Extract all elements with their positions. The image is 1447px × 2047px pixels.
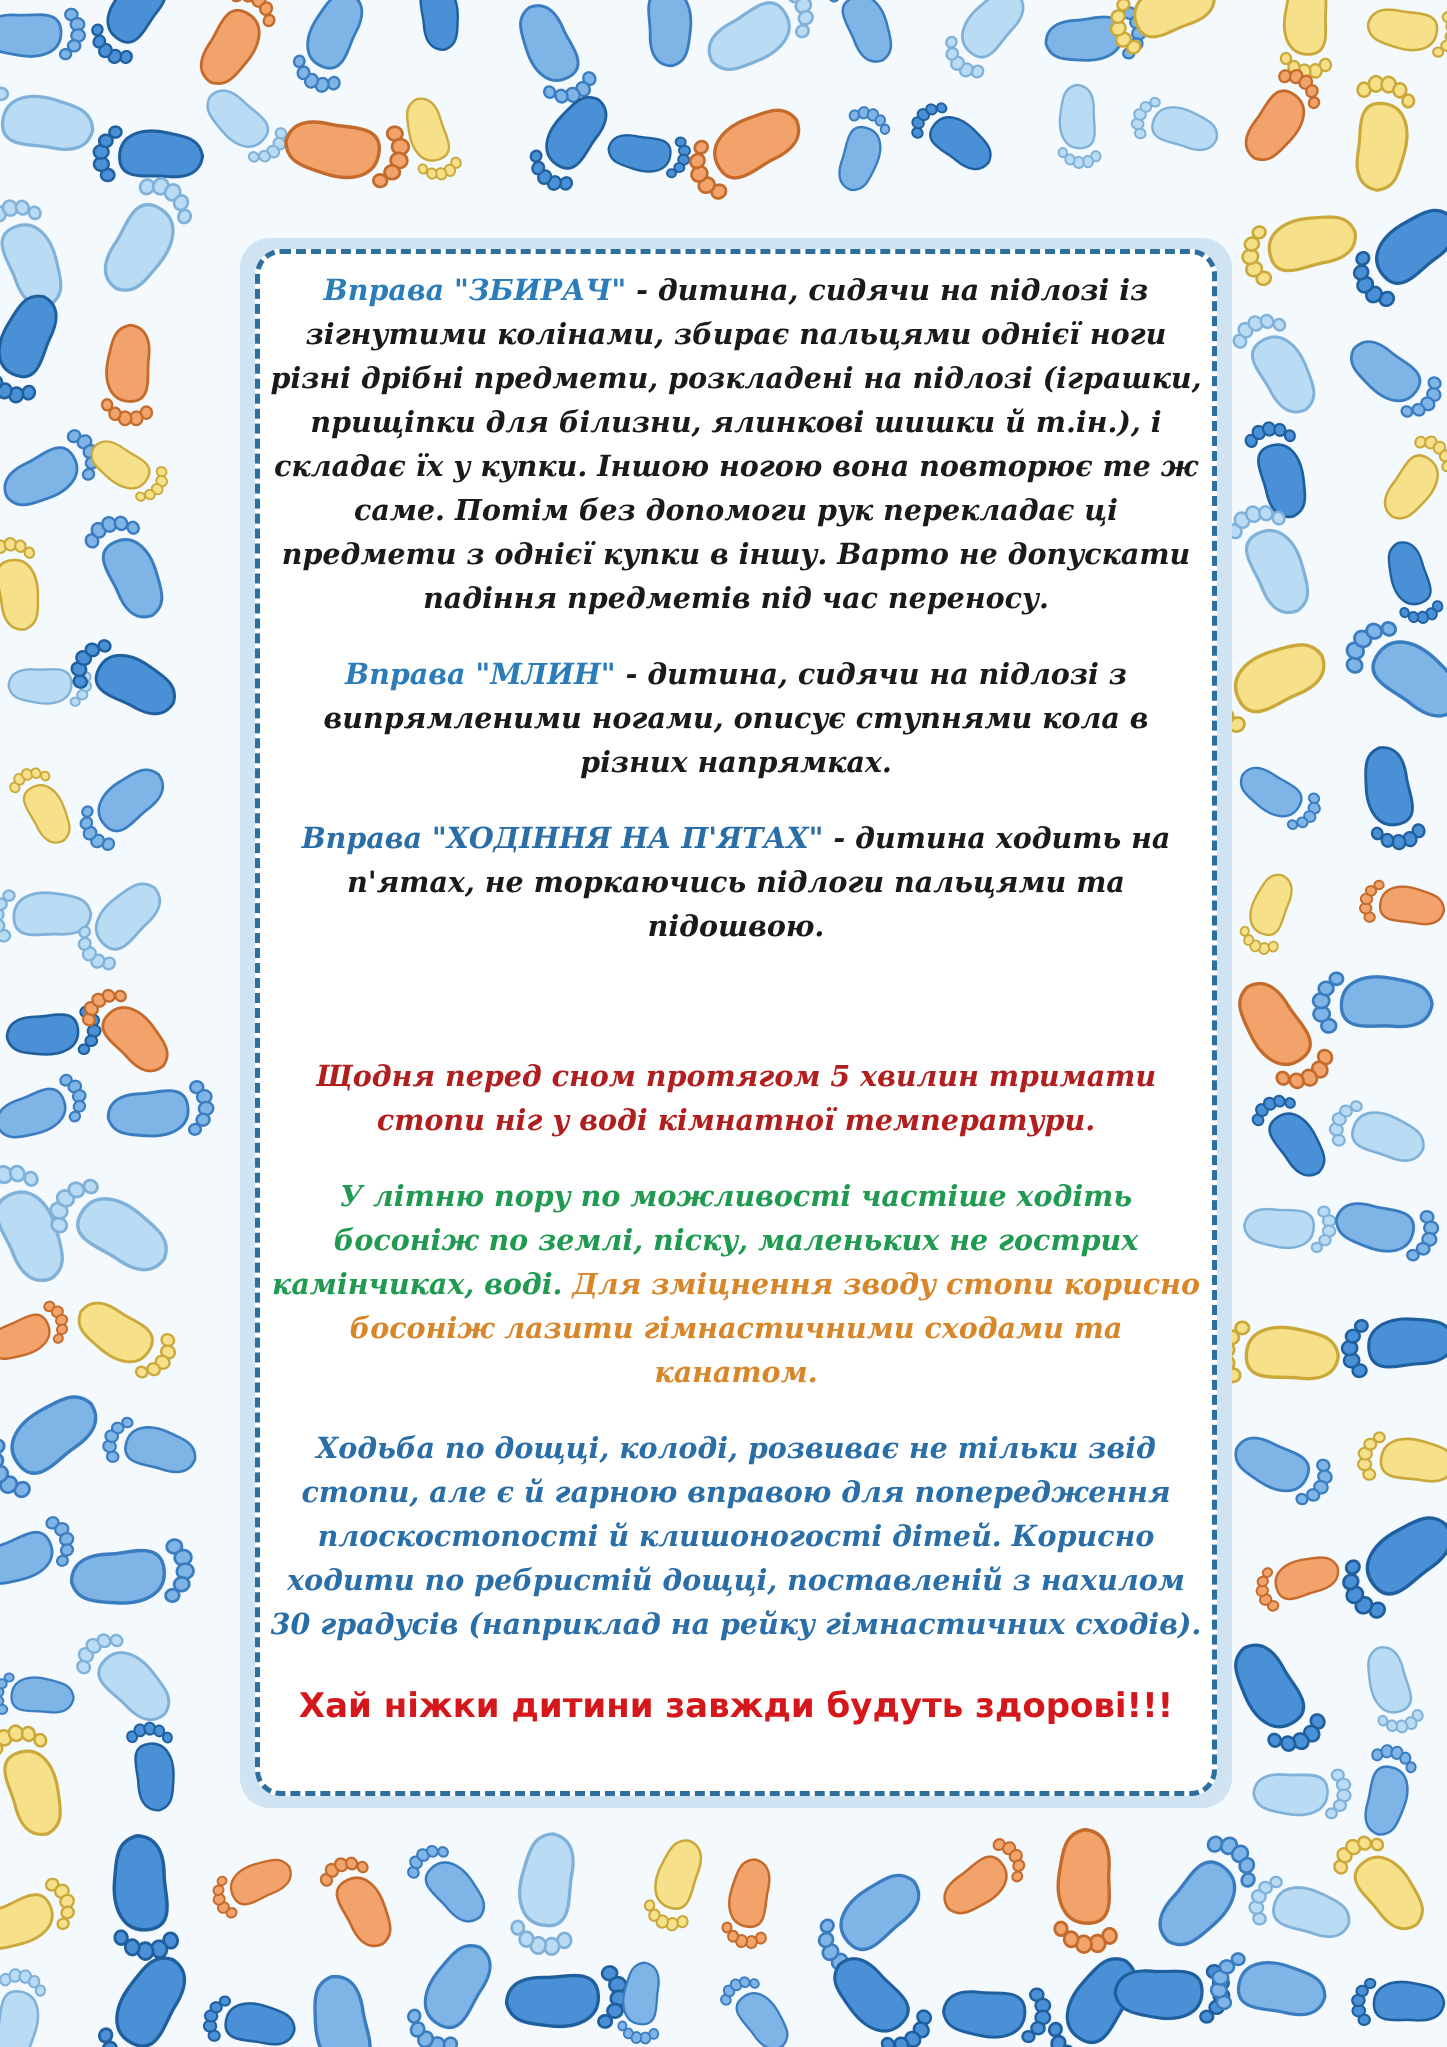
- footprint-icon: [640, 0, 700, 68]
- footprint-icon: [1341, 192, 1447, 314]
- footprint-icon: [698, 0, 825, 88]
- footprint-icon: [1330, 1498, 1447, 1625]
- footprint-icon: [617, 1961, 661, 2044]
- footprint-icon: [1312, 969, 1433, 1032]
- footprint-icon: [0, 1968, 47, 2047]
- footprint-icon: [1376, 536, 1446, 630]
- footprint-icon: [1338, 331, 1447, 426]
- footprint-icon: [1278, 0, 1331, 79]
- footprint-icon: [1235, 200, 1362, 289]
- footprint-icon: [402, 1836, 498, 1931]
- footprint-icon: [1376, 430, 1447, 530]
- footprint-icon: [70, 755, 173, 857]
- footprint-icon: [82, 433, 173, 508]
- footprint-icon: [943, 1989, 1050, 2042]
- footprint-icon: [100, 1414, 200, 1478]
- footprint-icon: [1246, 1872, 1355, 1944]
- footprint-icon: [0, 1071, 94, 1153]
- footprint-icon: [0, 1298, 75, 1373]
- footprint-icon: [42, 1169, 181, 1282]
- footprint-icon: [824, 0, 906, 69]
- footprint-icon: [510, 1831, 578, 1955]
- footprint-icon: [0, 1874, 84, 1965]
- footprint-icon: [1228, 304, 1332, 422]
- footprint-icon: [101, 1832, 179, 1963]
- footprint-icon: [125, 1719, 184, 1813]
- footprint-icon: [399, 1932, 502, 2047]
- footprint-icon: [0, 286, 66, 407]
- footprint-icon: [1351, 1976, 1444, 2025]
- footprint-icon: [0, 1513, 82, 1600]
- footprint-icon: [1253, 1769, 1351, 1821]
- footprint-icon: [287, 0, 371, 97]
- exercise-heel-walk: [270, 816, 1202, 948]
- footprint-icon: [1101, 0, 1223, 58]
- footprint-icon: [83, 0, 177, 70]
- exercise-heel-walk-text: - дитина ходить на п'ятах, не торкаючись підлоги пальцями та підошвою.: [347, 821, 1171, 943]
- footprint-icon: [935, 1833, 1034, 1928]
- tip-arch: Для зміцнення зводу стопи корисно босоніж лазити гімнастичними сходами та канатом.: [349, 1267, 1200, 1389]
- tip-evening: Щодня перед сном протягом 5 хвилин тримати стопи ніг у воді кімнатної температури.: [315, 1059, 1157, 1137]
- footprint-icon: [1247, 1086, 1339, 1185]
- footprint-icon: [1332, 1197, 1441, 1263]
- footprint-icon: [80, 506, 179, 626]
- footprint-icon: [1226, 1429, 1336, 1511]
- footprint-icon: [1216, 1634, 1331, 1763]
- footprint-icon: [1357, 1431, 1447, 1485]
- exercise-mill-label: Вправа "МЛИН": [345, 657, 616, 691]
- footprint-icon: [1250, 1544, 1344, 1614]
- footprint-icon: [935, 0, 1033, 85]
- footprint-icon: [678, 91, 810, 206]
- footprint-icon: [1360, 1743, 1418, 1839]
- footprint-icon: [105, 1079, 217, 1147]
- footprint-icon: [298, 1970, 388, 2047]
- footprint-icon: [640, 1834, 708, 1934]
- footprint-icon: [0, 8, 86, 63]
- footprint-icon: [1338, 610, 1447, 729]
- footprint-icon: [1218, 1322, 1338, 1382]
- footprint-icon: [70, 1623, 185, 1731]
- footprint-icon: [504, 1965, 630, 2038]
- tip-beam: Ходьба по дощці, колоді, розвиває не тільки звід стопи, але є й гарною вправою для попередження плоскостопості й клишоногості дітей. Корисно ходити по ребристій дощці, поставленій з нахилом 30 градусів (наприклад на рейку гімнастичних сходів).: [270, 1431, 1202, 1641]
- footprint-icon: [0, 1154, 82, 1291]
- footprint-icon: [68, 1537, 198, 1616]
- footprint-icon: [0, 1717, 78, 1843]
- footprint-icon: [1236, 868, 1298, 957]
- footprint-icon: [1351, 742, 1427, 855]
- footprint-icon: [1244, 1207, 1335, 1252]
- tip-summer-group: [270, 1174, 1202, 1394]
- footprint-icon: [1147, 1828, 1267, 1962]
- footprint-icon: [1050, 1828, 1118, 1954]
- footprint-icon: [1355, 1641, 1426, 1739]
- footprint-icon: [1338, 1306, 1447, 1379]
- footprint-icon: [316, 1848, 406, 1955]
- footprint-icon: [1366, 5, 1447, 58]
- footprint-icon: [833, 104, 893, 195]
- footprint-icon: [1236, 63, 1329, 172]
- footprint-icon: [716, 1968, 801, 2047]
- footprint-icon: [1223, 495, 1327, 622]
- footprint-icon: [906, 95, 1002, 178]
- footprint-icon: [1129, 94, 1223, 157]
- footprint-icon: [93, 125, 203, 181]
- footprint-icon: [94, 171, 201, 304]
- footprint-icon: [1053, 83, 1102, 169]
- footprint-icon: [721, 1857, 774, 1950]
- footprint-icon: [282, 116, 410, 190]
- exercise-collector: [270, 268, 1202, 620]
- closing-slogan: Хай ніжки дитини завжди будуть здорові!!!: [298, 1686, 1174, 1726]
- exercise-heel-walk-label: Вправа "ХОДІННЯ НА П'ЯТАХ": [301, 821, 824, 855]
- tip-summer: У літню пору по можливості частіше ходіть босоніж по землі, піску, маленьких не гострих камінчиках, воді.: [272, 1179, 1139, 1301]
- footprint-icon: [66, 632, 186, 723]
- footprint-icon: [410, 0, 468, 53]
- footprint-icon: [0, 86, 96, 155]
- content-text: [270, 268, 1202, 1730]
- footprint-icon: [191, 0, 283, 96]
- footprint-icon: [67, 1293, 182, 1387]
- footprint-icon: [1326, 1096, 1431, 1168]
- footprint-icon: [102, 325, 152, 425]
- footprint-icon: [1231, 759, 1326, 836]
- footprint-icon: [202, 1995, 297, 2047]
- footprint-icon: [6, 760, 83, 850]
- footprint-icon: [205, 1846, 298, 1921]
- exercise-mill: [270, 652, 1202, 784]
- exercise-mill-text: - дитина, сидячи на підлозі з випрямленими ногами, описує ступнями кола в різних напрямках.: [323, 657, 1149, 779]
- footprint-icon: [0, 1377, 108, 1505]
- footprint-icon: [1352, 75, 1415, 192]
- footprint-icon: [0, 533, 50, 633]
- exercise-collector-text: - дитина, сидячи на підлозі із зігнутими колінами, збирає пальцями однієї ноги різні дрібні предмети, розкладені на підлозі (іграшки, прищіпки для білизни, ялинкові шишки й т.ін.), і складає їх у купки. Іншою ногою вона повторює те ж саме. Потім без допомоги рук перекладає ці предмети з однієї купки в іншу. Варто не допускати падіння предметів під час переносу.: [270, 273, 1202, 615]
- footprint-icon: [607, 131, 691, 179]
- footprint-icon: [1359, 879, 1446, 928]
- exercise-collector-label: Вправа "ЗБИРАЧ": [323, 273, 627, 307]
- footprint-icon: [195, 81, 293, 172]
- footprint-icon: [0, 1673, 74, 1715]
- footprint-icon: [0, 425, 109, 522]
